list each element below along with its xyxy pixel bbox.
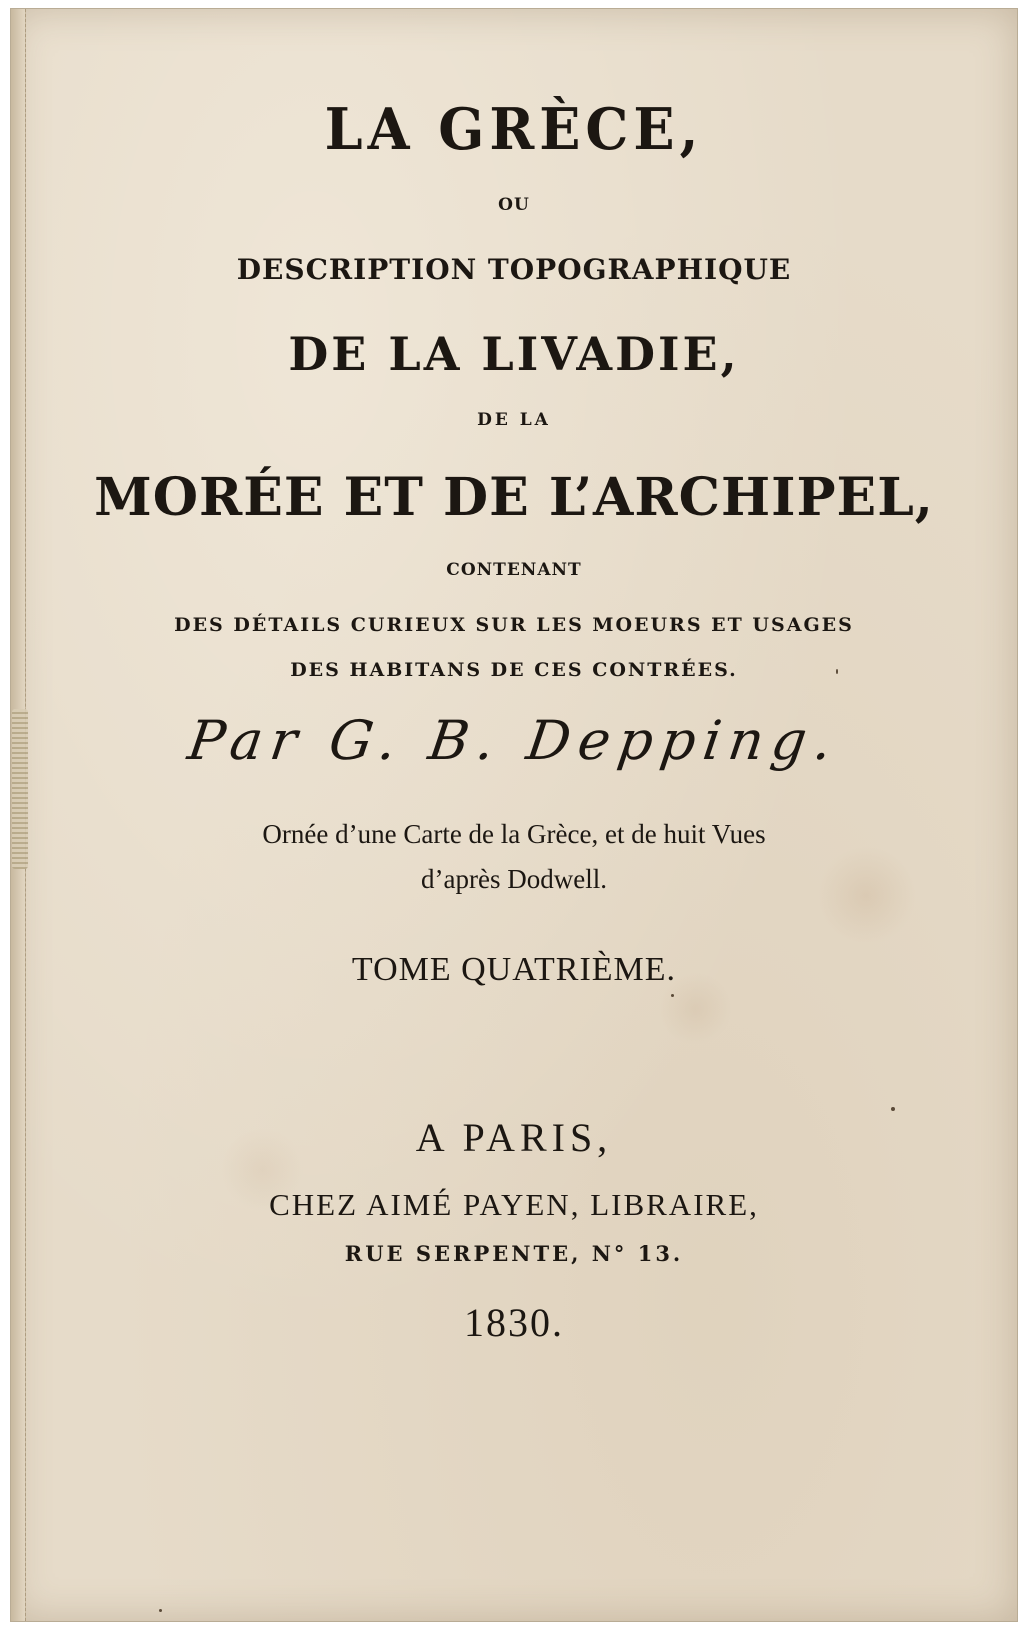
- paper-speck: [159, 1609, 162, 1612]
- paper-speck: [836, 669, 838, 674]
- author-line: Par G. B. Depping.: [184, 709, 844, 772]
- subtitle-moree: MORÉE ET DE L’ARCHIPEL,: [94, 467, 934, 528]
- paper-speck: [671, 994, 674, 997]
- subtitle-de-la: DE LA: [477, 410, 551, 430]
- subtitle-habitans: DES HABITANS DE CES CONTRÉES.: [290, 659, 738, 681]
- subtitle-contenant: CONTENANT: [446, 560, 582, 580]
- title-page: [10, 8, 1018, 1622]
- book-title: LA GRÈCE,: [324, 95, 704, 163]
- imprint-year: 1830.: [464, 1300, 564, 1345]
- imprint-address: RUE SERPENTE, N° 13.: [344, 1241, 684, 1266]
- subtitle-livadie: DE LA LIVADIE,: [288, 327, 740, 381]
- subtitle-description: DESCRIPTION TOPOGRAPHIQUE: [236, 253, 792, 286]
- paper-speck: [891, 1107, 895, 1111]
- illustration-source: d’après Dodwell.: [421, 864, 607, 894]
- imprint-publisher: CHEZ AIMÉ PAYEN, LIBRAIRE,: [269, 1187, 759, 1222]
- volume-label: TOME QUATRIÈME.: [351, 951, 677, 988]
- imprint-city: A PARIS,: [415, 1115, 613, 1160]
- title-conjunction: OU: [498, 195, 530, 215]
- subtitle-details: DES DÉTAILS CURIEUX SUR LES MOEURS ET USAGES: [174, 614, 854, 636]
- illustration-note: Ornée d’une Carte de la Grèce, et de huit Vues: [262, 819, 766, 849]
